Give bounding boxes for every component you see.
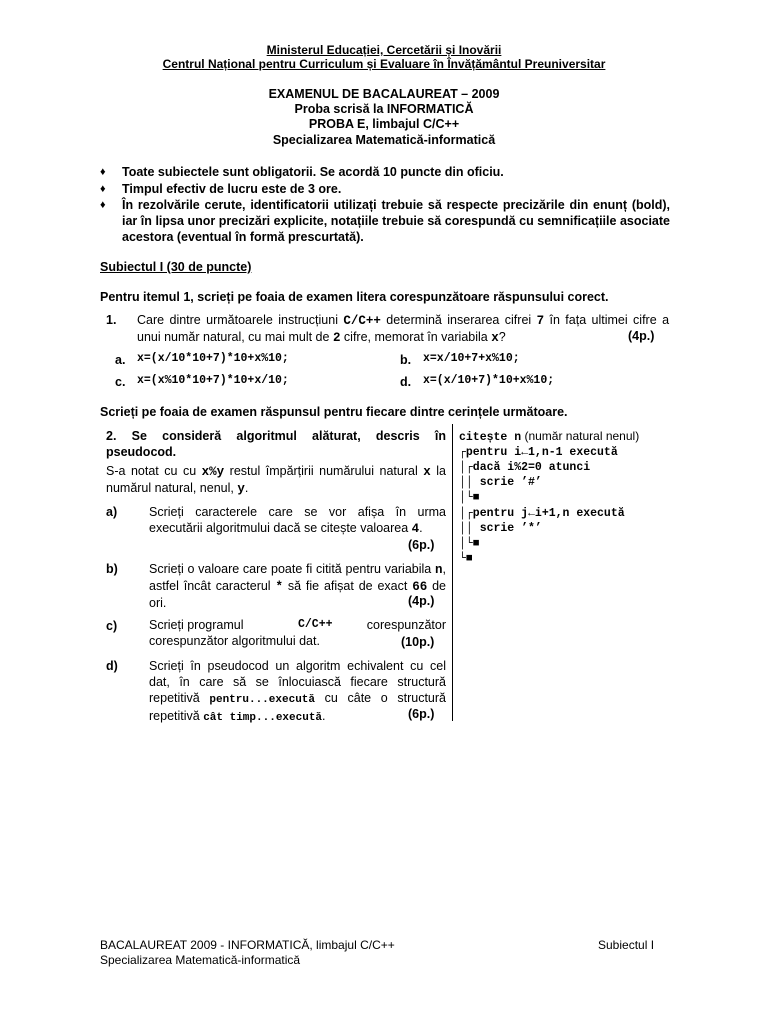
pseudocode-line: ││ scrie ’#’ (459, 476, 542, 489)
item2-intro: Scrieți pe foaia de examen răspunsul pentru fiecare dintre cerințele următoare. (100, 405, 568, 419)
inline-code: x (423, 465, 431, 479)
subitem-b-text: Scrieți o valoare care poate fi citită pentru variabila n, astfel încât caracterul * să fie afișat de exact 66 de ori. (149, 562, 446, 610)
option-d-letter: d. (400, 375, 412, 389)
exam-proba-e: PROBA E, limbajul C/C++ (308, 117, 460, 131)
option-b-letter: b. (400, 353, 412, 367)
subitem-c-text2-inner: corespunzător algoritmului dat. (149, 634, 320, 648)
subitem-c-text2-head: corespunzător (366, 618, 446, 632)
inline-code: y (237, 482, 245, 496)
pseudocode-line: └■ (459, 552, 473, 565)
rule-text: Toate subiectele sunt obligatorii. Se acordă 10 puncte din oficiu. (122, 165, 504, 179)
option-c-letter: c. (115, 375, 126, 389)
exam-title: EXAMENUL DE BACALAUREAT – 2009 (268, 87, 500, 101)
item1-question: Care dintre următoarele instrucțiuni C/C++ determină inserarea cifrei 7 în fața ultimei cifre a unui număr natural, cu mai mult de 2 cifre, memorat în variabila x? (137, 313, 670, 345)
exam-proba: Proba scrisă la INFORMATICĂ (294, 102, 474, 116)
item1-number: 1. (106, 313, 117, 327)
subitem-b-label: b) (106, 562, 118, 576)
subitem-b-points: (4p.) (408, 594, 435, 608)
subitem-d-label: d) (106, 659, 118, 673)
subitem-a-points: (6p.) (408, 538, 435, 552)
inline-code: x (491, 331, 499, 345)
subitem-d-points: (6p.) (408, 707, 435, 721)
diamond-bullet-icon: ♦ (100, 199, 106, 211)
footer-right: Subiectul I (598, 938, 655, 952)
option-a-letter: a. (115, 353, 126, 367)
subitem-a-label: a) (106, 505, 118, 519)
inline-code: x%y (201, 465, 225, 479)
subitem-d-text: Scrieți în pseudocod un algoritm echivalent cu cel dat, în care să se înlocuiască fiecare structură repetitivă pentru...execută cu câte o structură repetitivă cât timp...execută. (149, 659, 446, 724)
inline-code: C/C++ (343, 314, 381, 328)
exam-specialization: Specializarea Matematică-informatică (272, 133, 496, 147)
pseudocode-line: │┌pentru j←i+1,n execută (459, 507, 625, 520)
footer-left-line2: Specializarea Matematică-informatică (100, 953, 301, 967)
diamond-bullet-icon: ♦ (100, 166, 106, 178)
subitem-c-text1: Scrieți programul (149, 618, 244, 632)
item1-instruction: Pentru itemul 1, scrieți pe foaia de examen litera corespunzătoare răspunsului corect. (100, 290, 609, 304)
option-a-code: x=(x/10*10+7)*10+x%10; (137, 352, 289, 365)
inline-code: 2 (332, 331, 341, 345)
pseudocode-line-read: citește n (număr natural nenul) (459, 429, 640, 444)
subitem-a-text: Scrieți caracterele care se vor afișa în urma executării algoritmului dacă se citește valoarea 4. (149, 505, 446, 536)
column-divider (452, 424, 453, 721)
item2-note: S-a notat cu cu x%y restul împărțirii numărului natural x la numărul natural, nenul, y. (106, 464, 446, 496)
pseudocode-line: │┌dacă i%2=0 atunci (459, 461, 591, 474)
item2-title: 2. Se consideră algoritmul alăturat, descris în pseudocod. (106, 429, 446, 459)
center-header: Centrul Național pentru Curriculum și Evaluare în Învățământul Preuniversitar (162, 57, 606, 71)
inline-code: C/C++ (298, 618, 333, 631)
inline-code: cât timp...execută (203, 712, 323, 724)
diamond-bullet-icon: ♦ (100, 183, 106, 195)
option-b-code: x=x/10+7+x%10; (423, 352, 520, 365)
inline-code: 7 (536, 314, 545, 328)
inline-code: 4 (411, 522, 420, 536)
inline-code: 66 (412, 580, 428, 594)
option-c-code: x=(x%10*10+7)*10+x/10; (137, 374, 289, 387)
rule-text: Timpul efectiv de lucru este de 3 ore. (122, 182, 342, 196)
option-d-code: x=(x/10+7)*10+x%10; (423, 374, 555, 387)
rule-text: În rezolvările cerute, identificatorii utilizați trebuie să respecte precizările din enunț (bold), iar în lipsa unor precizări explicite, notațiile trebuie să corespundă cu semnificațiile asociate acestora (eventual în formă prescurtată). (122, 198, 670, 244)
item1-points: (4p.) (628, 329, 655, 343)
pseudocode-line: ┌pentru i←1,n-1 execută (459, 446, 618, 459)
subitem-c-points: (10p.) (401, 635, 435, 649)
inline-code: citește n (459, 431, 522, 444)
subitem-c-label: c) (106, 619, 118, 633)
pseudocode-line: │└■ (459, 491, 480, 504)
inline-code: * (275, 580, 283, 594)
subject-heading: Subiectul I (30 de puncte) (100, 260, 252, 274)
inline-code: n (435, 563, 443, 577)
inline-code: pentru...execută (209, 694, 315, 706)
footer-left-line1: BACALAUREAT 2009 - INFORMATICĂ, limbajul C/C++ (100, 938, 395, 952)
pseudocode-line: ││ scrie ’*’ (459, 522, 542, 535)
pseudocode-line: │└■ (459, 537, 480, 550)
ministry-header: Ministerul Educației, Cercetării și Inovării (266, 43, 502, 57)
